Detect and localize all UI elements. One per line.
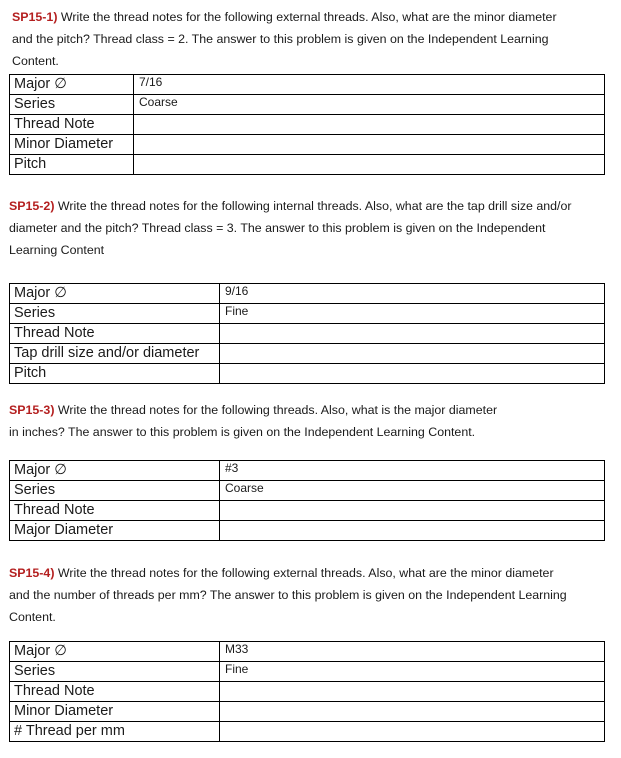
row-key: Thread Note — [10, 324, 220, 344]
row-value[interactable] — [220, 521, 605, 541]
table-row — [10, 501, 605, 521]
problem-label: SP15-2) — [9, 199, 55, 213]
row-key: Major ∅ — [10, 461, 220, 481]
thread-table — [9, 283, 605, 384]
row-key: Thread Note — [10, 501, 220, 521]
row-value[interactable] — [134, 155, 605, 175]
row-value[interactable]: Fine — [220, 304, 605, 324]
row-value[interactable] — [134, 115, 605, 135]
row-key: Pitch — [10, 155, 134, 175]
table-row — [10, 155, 605, 175]
problem-line: Learning Content — [9, 243, 105, 257]
row-value[interactable] — [134, 135, 605, 155]
table-row — [10, 284, 605, 304]
table-row — [10, 344, 605, 364]
table-row — [10, 722, 605, 742]
row-key: Series — [10, 662, 220, 682]
row-value[interactable] — [220, 682, 605, 702]
thread-table — [9, 641, 605, 742]
row-value[interactable] — [220, 364, 605, 384]
problem-text — [9, 195, 572, 261]
table-row — [10, 481, 605, 501]
problem-label: SP15-3) — [9, 403, 55, 417]
problem-line: Write the thread notes for the following external threads. Also, what are the minor diameter — [54, 566, 554, 580]
table-row — [10, 135, 605, 155]
table-row — [10, 95, 605, 115]
table-row — [10, 642, 605, 662]
table-row — [10, 702, 605, 722]
table-row — [10, 364, 605, 384]
row-key: Series — [10, 304, 220, 324]
row-key: Pitch — [10, 364, 220, 384]
problem-label: SP15-1) — [12, 10, 58, 24]
problem-line: in inches? The answer to this problem is given on the Independent Learning Content. — [9, 425, 476, 439]
table-row — [10, 324, 605, 344]
problem-line: and the number of threads per mm? The answer to this problem is given on the Independent Learning — [9, 588, 567, 602]
thread-table — [9, 460, 605, 541]
row-value[interactable]: M33 — [220, 642, 605, 662]
row-key: Tap drill size and/or diameter — [10, 344, 220, 364]
problem-line: Write the thread notes for the following external threads. Also, what are the minor diameter — [57, 10, 557, 24]
problem-line: Content. — [12, 54, 59, 68]
problem-line: Content. — [9, 610, 56, 624]
row-key: # Thread per mm — [10, 722, 220, 742]
row-value[interactable]: Coarse — [220, 481, 605, 501]
problem-line: and the pitch? Thread class = 2. The answer to this problem is given on the Independent Learning — [12, 32, 549, 46]
thread-table — [9, 74, 605, 175]
table-row — [10, 521, 605, 541]
row-key: Major Diameter — [10, 521, 220, 541]
problem-text — [12, 6, 557, 72]
row-key: Major ∅ — [10, 75, 134, 95]
table-row — [10, 662, 605, 682]
row-key: Series — [10, 481, 220, 501]
problem-line: Write the thread notes for the following threads. Also, what is the major diameter — [54, 403, 498, 417]
row-value[interactable]: Coarse — [134, 95, 605, 115]
row-value[interactable]: 9/16 — [220, 284, 605, 304]
problem-text — [9, 562, 567, 628]
problem-line: Write the thread notes for the following internal threads. Also, what are the tap drill size and/or — [54, 199, 572, 213]
row-value[interactable] — [220, 324, 605, 344]
row-value[interactable] — [220, 722, 605, 742]
row-key: Major ∅ — [10, 642, 220, 662]
row-key: Thread Note — [10, 682, 220, 702]
row-key: Series — [10, 95, 134, 115]
row-key: Thread Note — [10, 115, 134, 135]
row-key: Major ∅ — [10, 284, 220, 304]
problem-label: SP15-4) — [9, 566, 55, 580]
table-row — [10, 461, 605, 481]
table-row — [10, 682, 605, 702]
row-value[interactable]: 7/16 — [134, 75, 605, 95]
row-value[interactable] — [220, 501, 605, 521]
problem-text — [9, 399, 497, 443]
problem-line: diameter and the pitch? Thread class = 3. The answer to this problem is given on the Independent — [9, 221, 546, 235]
row-key: Minor Diameter — [10, 135, 134, 155]
row-value[interactable] — [220, 702, 605, 722]
row-value[interactable] — [220, 344, 605, 364]
row-value[interactable]: #3 — [220, 461, 605, 481]
row-key: Minor Diameter — [10, 702, 220, 722]
table-row — [10, 75, 605, 95]
table-row — [10, 304, 605, 324]
row-value[interactable]: Fine — [220, 662, 605, 682]
table-row — [10, 115, 605, 135]
